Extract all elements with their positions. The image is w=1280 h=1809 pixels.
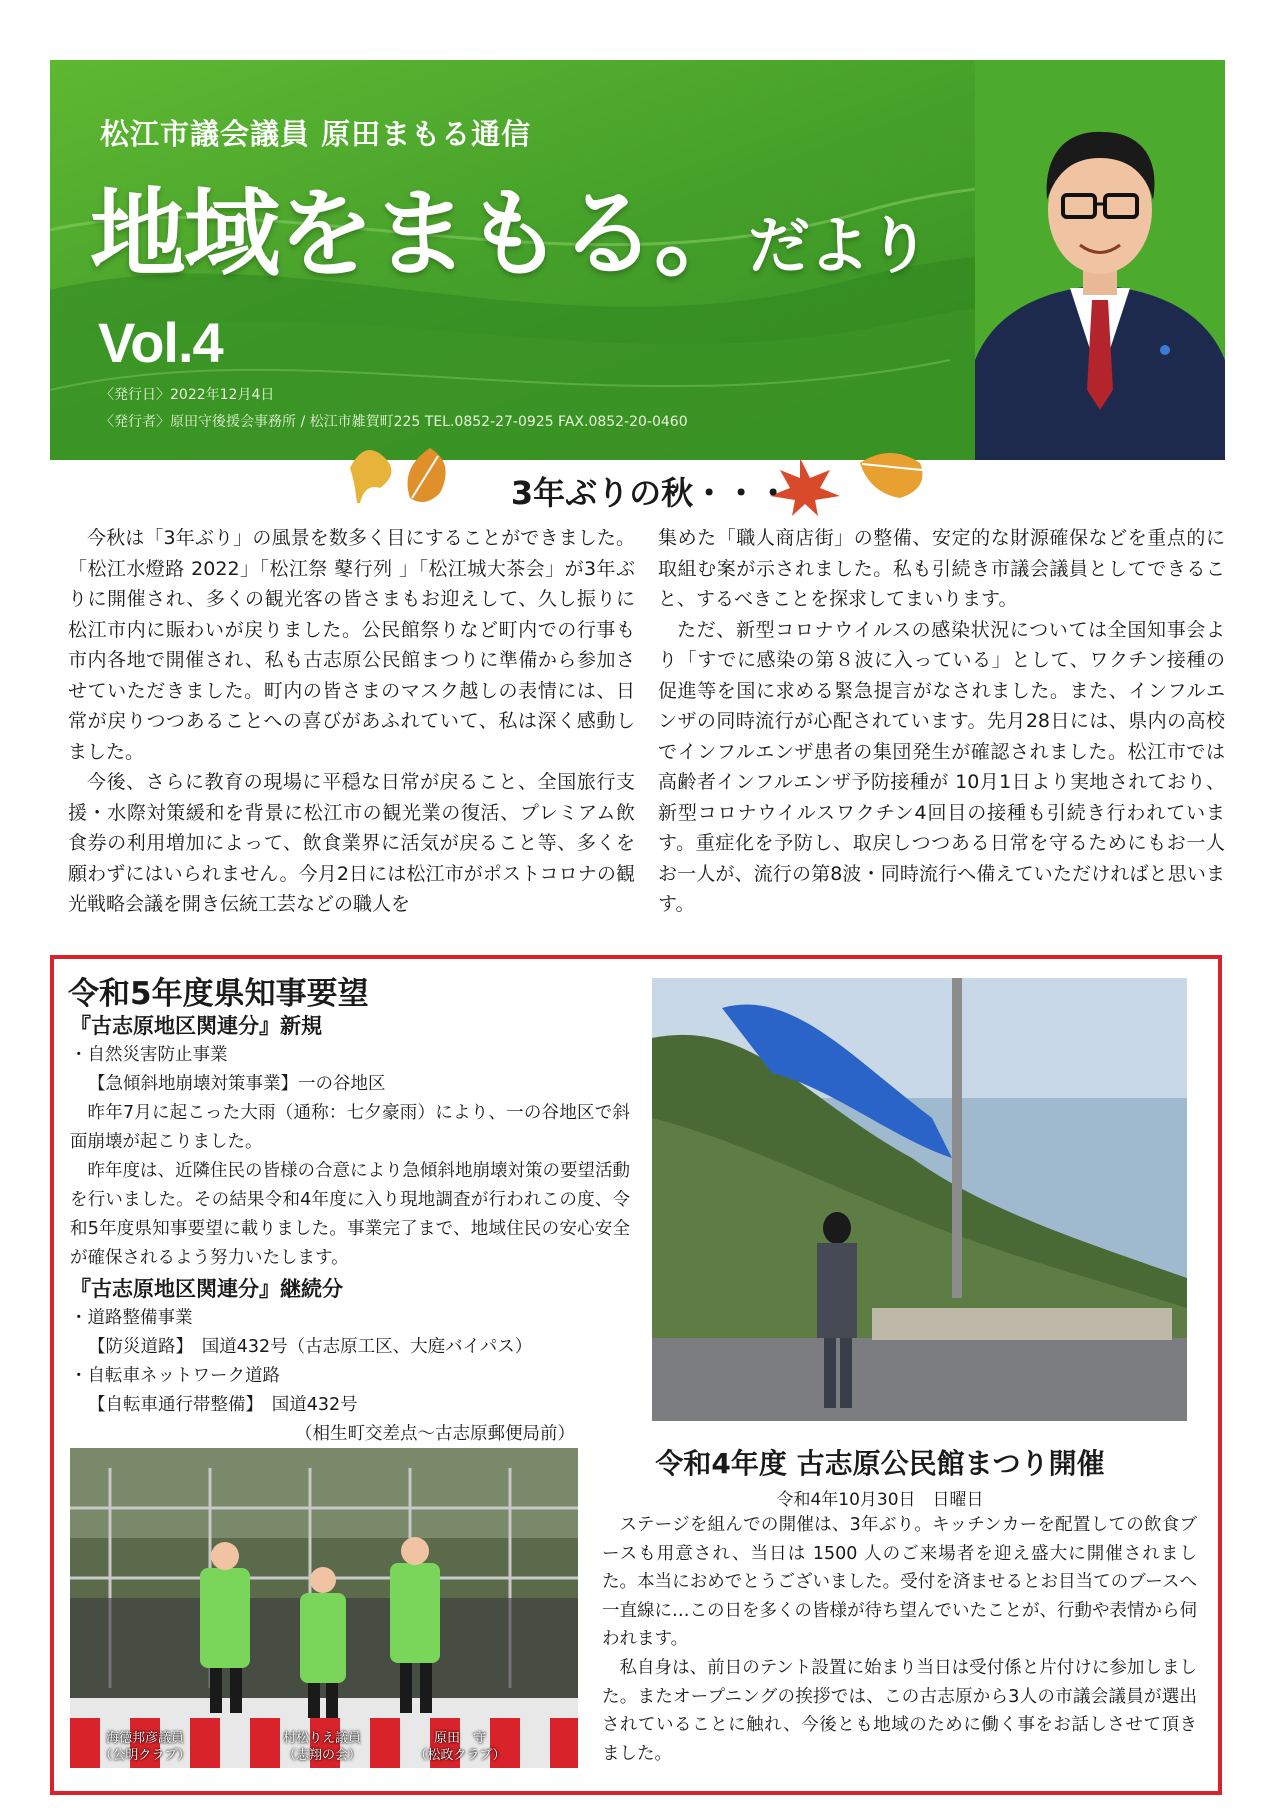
title-main: 地域をまもる	[90, 178, 654, 290]
intro-paragraph: 今後、さらに教育の現場に平穏な日常が戻ること、全国旅行支援・水際対策緩和を背景に松江市の観光業の復活、プレミアム飲食券の利用増加によって、飲食業界に活気が戻ること等、多くを願わずにはいられません。今月2日には松江市がポストコロナの観光戦略会議を開き伝統工芸などの職人を	[68, 771, 635, 915]
request-new-subitem: 【急傾斜地崩壊対策事業】一の谷地区	[88, 1074, 386, 1094]
section-title-autumn: 3年ぶりの秋・・・	[510, 474, 790, 512]
request-continued-item: ・道路整備事業	[70, 1308, 193, 1328]
publisher-info: 〈発行者〉原田守後援会事務所 / 松江市雑賀町225 TEL.0852-27-0925 FAX.0852-20-0460	[100, 414, 688, 430]
header-banner	[50, 60, 1225, 460]
title-dot: 。	[654, 178, 748, 290]
festival-stage-photo	[70, 1448, 578, 1768]
leaf-icon	[860, 453, 923, 498]
title-tail: だより	[748, 209, 929, 282]
caption-party: （志翔の会）	[282, 1748, 361, 1763]
festival-date: 令和4年10月30日 日曜日	[776, 1490, 984, 1510]
intro-paragraph: 集めた「職人商店街」の整備、安定的な財源確保などを重点的に取組む案が示されました。私も引続き市議会議員としてできること、するべきことを探求してまいります。	[658, 527, 1225, 610]
request-new-heading: 『古志原地区関連分』新規	[70, 1014, 322, 1038]
newsletter-subtitle: 松江市議会議員 原田まもる通信	[100, 117, 532, 151]
request-new-section	[70, 1012, 630, 1273]
festival-title: 令和4年度 古志原公民館まつり開催	[655, 1447, 1105, 1480]
photo-caption	[80, 1730, 210, 1764]
slope-site-photo	[652, 978, 1187, 1421]
intro-paragraph: ただ、新型コロナウイルスの感染状況については全国知事会より「すでに感染の第８波に入っている」として、ワクチン接種の促進等を国に求める緊急提言がなされました。また、インフルエンザの同時流行が心配されています。先月28日には、県内の高校でインフルエンザ患者の集団発生が確認されました。松江市では高齢者インフルエンザ予防接種が 10月1日より実地されており、新型コロナウイルスワクチン4回目の接種も引続き行われています。重症化を予防し、取戻しつつある日常を守るためにもお一人お一人が、流行の第8波・同時流行へ備えていただければと思います。	[658, 618, 1225, 915]
festival-paragraph: 私自身は、前日のテント設置に始まり当日は受付係と片付けに参加しました。またオープニングの挨拶では、この古志原から3人の市議会議員が選出されていることに触れ、今後とも地域のために働く事をお話しさせて頂きました。	[602, 1657, 1197, 1764]
photo-caption	[400, 1730, 520, 1764]
request-continued-subitem: 【自転車通行帯整備】 国道432号	[88, 1395, 358, 1415]
caption-party: （松政クラブ）	[414, 1748, 506, 1763]
request-new-item: ・自然災害防止事業	[70, 1045, 228, 1065]
festival-body	[602, 1511, 1197, 1768]
intro-paragraph: 今秋は「3年ぶり」の風景を数多く目にすることができました。「松江水燈路 2022」「松江祭 鼕行列 」「松江城大茶会」が3年ぶりに開催され、多くの観光客の皆さまもお迎えして、久し振りに松江市内に賑わいが戻りました。公民館祭りなど町内での行事も市内各地で開催され、私も古志原公民館まつりに準備から参加させていただきました。町内の皆さまのマスク越しの表情には、日常が戻りつつあることへの喜びがあふれていて、私は深く感動しました。	[68, 527, 635, 763]
request-continued-heading: 『古志原地区関連分』継続分	[70, 1277, 343, 1301]
issue-date: 〈発行日〉2022年12月4日	[100, 387, 275, 403]
ginkgo-leaf-icon	[350, 450, 391, 503]
portrait-photo	[975, 60, 1225, 460]
request-new-paragraph: 昨年7月に起こった大雨（通称：七夕豪雨）により、一の谷地区で斜面崩壊が起こりました。	[70, 1103, 630, 1152]
issue-info	[100, 382, 688, 436]
caption-name: 海徳邦彦議員	[105, 1731, 184, 1746]
caption-party: （公明クラブ）	[99, 1748, 191, 1763]
request-continued-subitem: 【防災道路】 国道432号（古志原工区、大庭バイパス）	[88, 1337, 533, 1357]
caption-name: 村松りえ議員	[282, 1731, 361, 1746]
request-continued-item: ・自転車ネットワーク道路	[70, 1366, 280, 1386]
photo-caption	[262, 1730, 382, 1764]
intro-right-column	[658, 523, 1225, 920]
newsletter-title	[90, 158, 928, 295]
volume-number: Vol.4	[98, 311, 223, 374]
request-continued-section	[70, 1275, 630, 1449]
caption-name: 原田 守	[433, 1731, 486, 1746]
request-new-paragraph: 昨年度は、近隣住民の皆様の合意により急傾斜地崩壊対策の要望活動を行いました。その結果令和4年度に入り現地調査が行われこの度、令和5年度県知事要望に載りました。事業完了まで、地域住民の安心安全が確保されるよう努力いたします。	[70, 1161, 630, 1268]
request-title: 令和5年度県知事要望	[68, 976, 369, 1012]
intro-left-column	[68, 523, 635, 920]
festival-paragraph: ステージを組んでの開催は、3年ぶり。キッチンカーを配置しての飲食ブースも用意され、当日は 1500 人のご来場者を迎え盛大に開催されました。本当におめでとうございました。受付を済ませるとお目当てのブースへ一直線に…この日を多くの皆様が待ち望んでいたことが、行動や表情から伺われます。	[602, 1515, 1197, 1650]
request-continued-subitem-detail: （相生町交差点～古志原郵便局前）	[295, 1424, 575, 1444]
